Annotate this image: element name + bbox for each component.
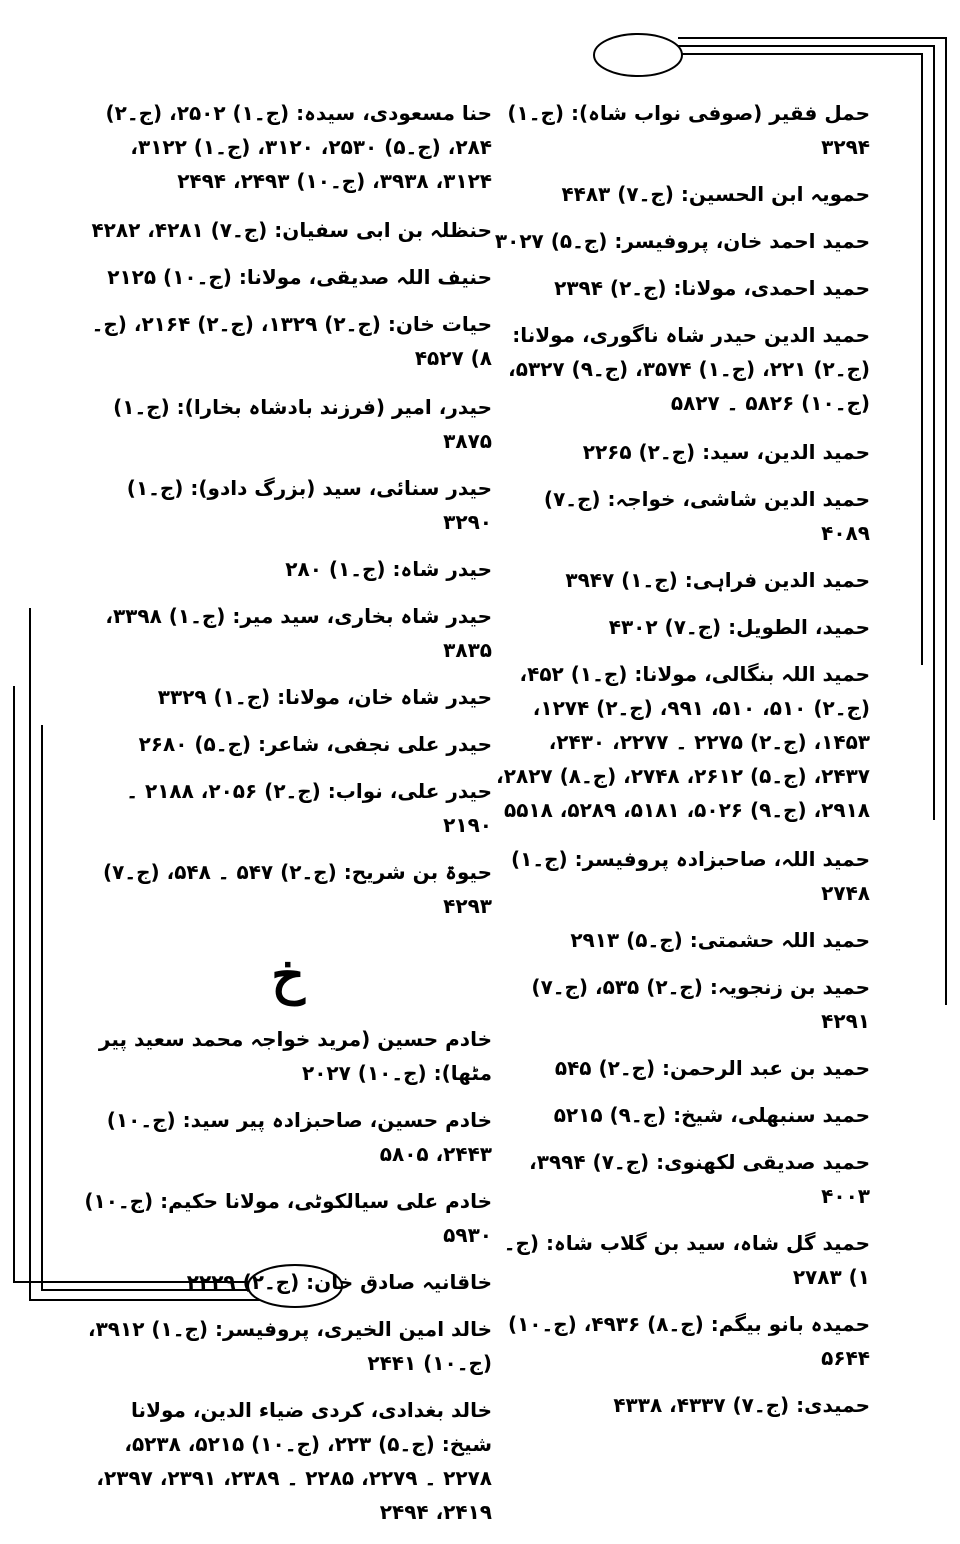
index-column-right [494,96,870,1435]
index-entry: حیدر علی نجفی، شاعر: (ج۔۵) ۲۶۸۰ [138,732,492,756]
index-entry: حمید گل شاہ، سید بن گلاب شاہ: (ج۔۱) ۲۷۸۳ [503,1231,870,1289]
index-entry: خادم حسین، صاحبزادہ پیر سید: (ج۔۱۰) ۲۴۴۳، ۵۸۰۵ [106,1108,492,1166]
index-entry: حمید صدیقی لکھنوی: (ج۔۷) ۳۹۹۴، ۴۰۰۳ [529,1150,870,1208]
index-entry: حنا مسعودی، سیدہ: (ج۔۱) ۲۵۰۲، (ج۔۲) ۲۸۴، (ج۔۵) ۲۵۳۰، ۳۱۲۰، (ج۔۱) ۳۱۲۲، ۳۱۲۴، ۳۹۳۸، (ج۔۱۰) ۲۴۹۳، ۲۴۹۴ [105,101,492,193]
index-entry: حیدر علی، نواب: (ج۔۲) ۲۰۵۶، ۲۱۸۸ ۔ ۲۱۹۰ [126,779,492,837]
top-oval-ornament [594,34,682,76]
index-entry: حنیف اللہ صدیقی، مولانا: (ج۔۱۰) ۲۱۲۵ [107,265,492,289]
index-entry: حمید بن عبد الرحمن: (ج۔۲) ۵۴۵ [554,1056,870,1080]
index-entry: حمید الدین فراہی: (ج۔۱) ۳۹۴۷ [565,568,870,592]
index-entry: حیوۃ بن شریح: (ج۔۲) ۵۴۷ ۔ ۵۴۸، (ج۔۷) ۴۲۹۳ [103,860,492,918]
index-entry: حمید اللہ، صاحبزادہ پروفیسر: (ج۔۱) ۲۷۴۸ [511,847,870,905]
index-entry: خادم علی سیالکوٹی، مولانا حکیم: (ج۔۱۰) ۵۹۳۰ [84,1189,492,1247]
index-entry: خاقانیہ صادق خان: (ج۔۲) ۲۲۲۹ [186,1270,492,1294]
index-entry: حمید احمدی، مولانا: (ج۔۲) ۲۳۹۴ [554,276,870,300]
index-entry: حیدر شاہ بخاری، سید میر: (ج۔۱) ۳۳۹۸، ۳۸۳۵ [105,604,492,662]
index-entry: حنظلہ بن ابی سفیان: (ج۔۷) ۴۲۸۱، ۴۲۸۲ [91,218,492,242]
index-entry: حمید الدین شاشی، خواجہ: (ج۔۷) ۴۰۸۹ [543,487,870,545]
index-entry: حیدر سنائی، سید (بزرگ دادو): (ج۔۱) ۳۲۹۰ [126,476,492,534]
section-letter-heading: خ [271,945,305,1006]
index-entry: حمیدی: (ج۔۷) ۴۳۳۷، ۴۳۳۸ [613,1393,870,1417]
index-entry: حمید اللہ حشمتی: (ج۔۵) ۲۹۱۳ [570,928,870,952]
index-column-left [84,96,492,1544]
index-entry: حیدر شاہ: (ج۔۱) ۲۸۰ [285,557,492,581]
index-entry: حمید احمد خان، پروفیسر: (ج۔۵) ۳۰۲۷ [494,229,870,253]
index-entry: حیدر، امیر (فرزند بادشاہ بخارا): (ج۔۱) ۳۸۷۵ [113,395,492,453]
index-entry: حمید الدین حیدر شاہ ناگوری، مولانا: (ج۔۲) ۲۲۱، (ج۔۱) ۳۵۷۴، (ج۔۹) ۵۳۲۷، (ج۔۱۰) ۵۸۲۶ ۔ ۵۸۲۷ [508,323,870,415]
index-entry: حمید سنبھلی، شیخ: (ج۔۹) ۵۲۱۵ [553,1103,870,1127]
index-entry: حیدر شاہ خان، مولانا: (ج۔۱) ۳۳۲۹ [157,685,492,709]
index-entry: حمید، الطویل: (ج۔۷) ۴۳۰۲ [608,615,870,639]
index-entry: حمیدہ بانو بیگم: (ج۔۸) ۴۹۳۶، (ج۔۱۰) ۵۶۴۴ [507,1312,870,1370]
index-entry: خادم حسین (مرید خواجہ محمد سعید پیر مٹھا): (ج۔۱۰) ۲۰۲۷ [98,1027,492,1085]
index-entry: خالد بغدادی، کردی ضیاء الدین، مولانا شیخ: (ج۔۵) ۲۲۳، (ج۔۱۰) ۵۲۱۵، ۵۲۳۸، ۲۲۷۸ ۔ ۲۲۷۹، ۲۲۸۵ ۔ ۲۳۸۹، ۲۳۹۱، ۲۳۹۷، ۲۴۱۹، ۲۴۹۴ [96,1398,492,1524]
index-entry: حمید الدین، سید: (ج۔۲) ۲۲۶۵ [582,440,870,464]
index-entry: حمید بن زنجویہ: (ج۔۲) ۵۳۵، (ج۔۷) ۴۲۹۱ [531,975,870,1033]
index-entry: حمویہ ابن الحسین: (ج۔۷) ۴۴۸۳ [561,182,870,206]
index-entry: حیات خان: (ج۔۲) ۱۳۲۹، (ج۔۲) ۲۱۶۴، (ج۔۸) ۴۵۲۷ [91,312,492,370]
index-entry: حمید اللہ بنگالی، مولانا: (ج۔۱) ۴۵۲، (ج۔۲) ۵۱۰، ۵۱۰، ۹۹۱، (ج۔۲) ۱۲۷۴، ۱۴۵۳، (ج۔۲) ۲۲۷۵ ۔ ۲۲۷۷، ۲۴۳۰، ۲۴۳۷، (ج۔۵) ۲۶۱۲، ۲۷۴۸، (ج۔۸) ۲۸۲۷، ۲۹۱۸، (ج۔۹) ۵۰۲۶، ۵۱۸۱، ۵۲۸۹، ۵۵۱۸ [496,662,870,822]
index-entry: خالد امین الخیری، پروفیسر: (ج۔۱) ۳۹۱۲، (ج۔۱۰) ۲۴۴۱ [87,1317,492,1375]
index-entry: حمل فقیر (صوفی نواب شاہ): (ج۔۱) ۳۲۹۴ [507,101,870,159]
